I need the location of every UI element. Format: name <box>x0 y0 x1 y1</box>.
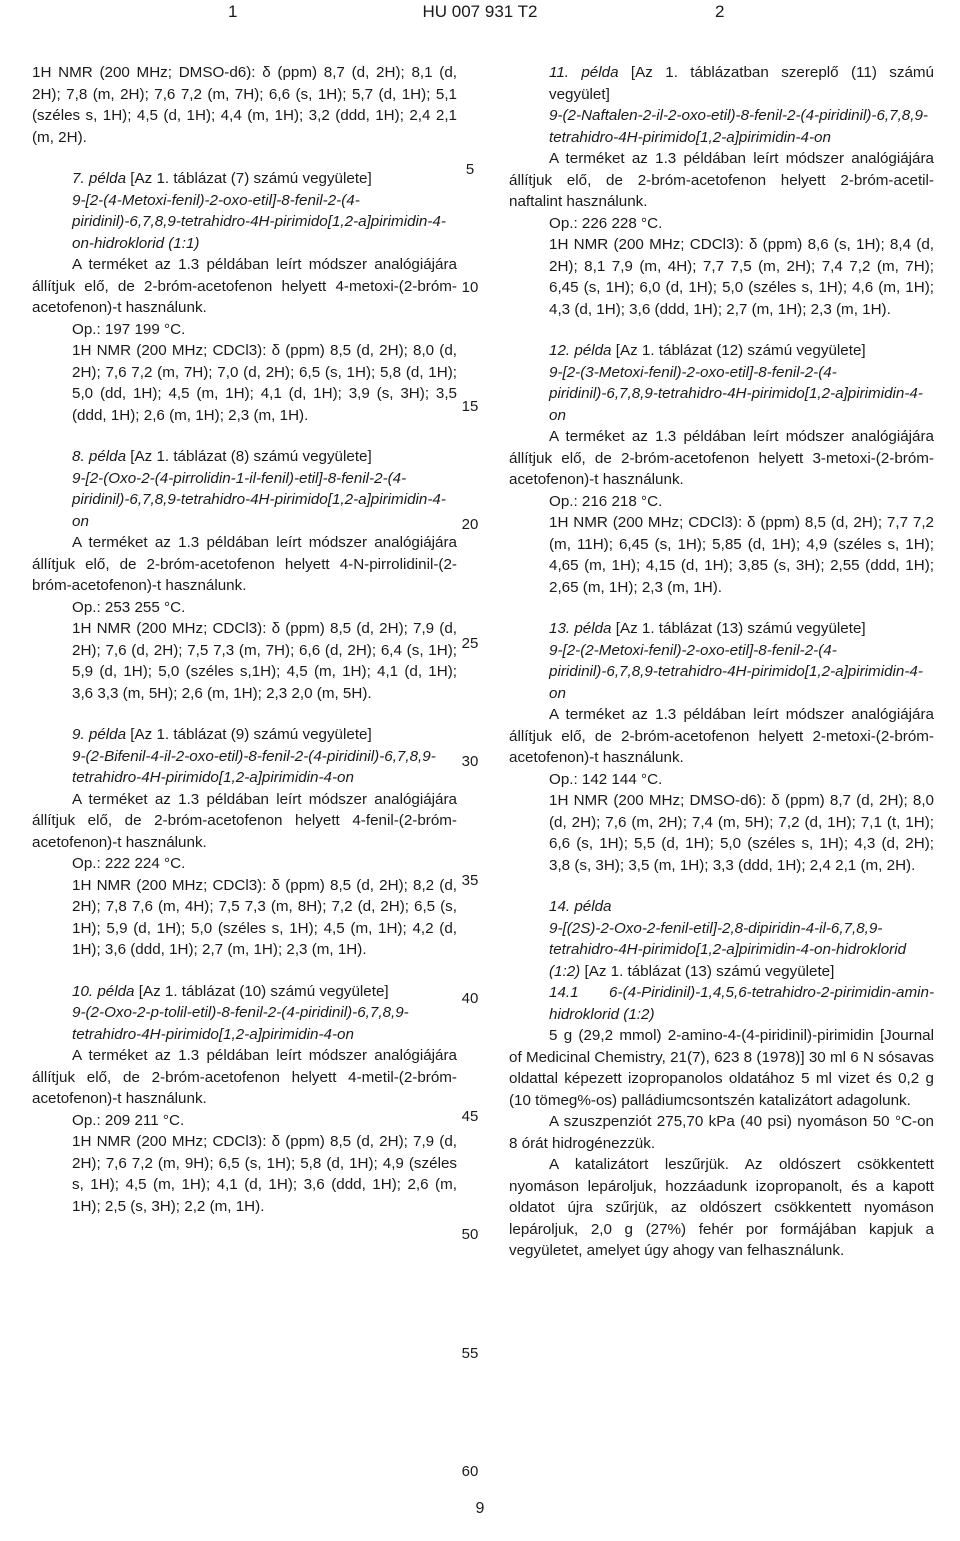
compound-name: 9-(2-Naftalen-2-il-2-oxo-etil)-8-fenil-2-(4-piridinil)-6,7,8,9-tetrahidro-4H-pirimido[1,2-a]pirimidin-4-on <box>549 107 928 146</box>
compound-name: 9-[2-(2-Metoxi-fenil)-2-oxo-etil]-8-fenil-2-(4-piridinil)-6,7,8,9-tetrahidro-4H-pirimido[1,2-a]pirimidin-4-on <box>549 641 923 702</box>
line-number: 60 <box>461 1463 479 1480</box>
sub-example-title: 14.1 6-(4-Piridinil)-1,4,5,6-tetrahidro-2-pirimidin-amin-hidroklorid (1:2) <box>549 984 934 1023</box>
compound-name: 9-(2-Oxo-2-p-tolil-etil)-8-fenil-2-(4-piridinil)-6,7,8,9-tetrahidro-4H-pirimido[1,2-a]pirimidin-4-on <box>72 1004 409 1043</box>
example-number: 12. példa <box>549 342 612 359</box>
example-8 <box>32 446 457 704</box>
method-paragraph: A terméket az 1.3 példában leírt módszer analógiájára állítjuk elő, de 2-bróm-acetofenon helyett 2-metoxi-(2-bróm-acetofenon)-t használunk. <box>509 706 934 766</box>
line-number: 25 <box>461 635 479 652</box>
example-reference: [Az 1. táblázat (10) számú vegyülete] <box>138 982 389 1000</box>
example-12 <box>509 340 934 598</box>
example-11 <box>509 62 934 320</box>
melting-point: Op.: 142 144 °C. <box>549 770 663 788</box>
nmr-data: 1H NMR (200 MHz; CDCl3): δ (ppm) 8,5 (d, 2H); 7,7 7,2 (m, 11H); 6,45 (s, 1H); 5,85 (d, 1H); 4,9 (széles s, 1H); 4,65 (m, 1H); 4,15 (d, 1H); 3,85 (s, 3H); 2,55 (ddd, 1H); 2,65 (m, 1H); 2,3 (m, 1H). <box>549 514 934 596</box>
compound-name: 9-[2-(3-Metoxi-fenil)-2-oxo-etil]-8-fenil-2-(4-piridinil)-6,7,8,9-tetrahidro-4H-pirimido[1,2-a]pirimidin-4-on <box>549 363 923 424</box>
line-number: 45 <box>461 1108 479 1125</box>
example-13 <box>509 618 934 876</box>
procedure-paragraph: A katalizátort leszűrjük. Az oldószert csökkentett nyomáson lepároljuk, hozzáadunk izopropanolt, és a kapott oldatot újra szűrjük, az oldószert csökkentett nyomáson lepároljuk, 2,0 g (27%) fehér por formájában kapjuk a vegyületet, amelyet úgy ahogy van felhasználunk. <box>509 1156 934 1259</box>
example-reference: [Az 1. táblázatban szereplő (11) számú vegyület] <box>549 64 934 103</box>
header-doc-number: HU 007 931 T2 <box>422 2 538 21</box>
method-paragraph: A terméket az 1.3 példában leírt módszer analógiájára állítjuk elő, de 2-bróm-acetofenon helyett 4-N-pirrolidinil-(2-bróm-acetofenon)-t használunk. <box>32 534 457 594</box>
example-number: 7. példa <box>72 170 127 187</box>
nmr-data: 1H NMR (200 MHz; CDCl3): δ (ppm) 8,5 (d, 2H); 8,2 (d, 2H); 7,8 7,6 (m, 4H); 7,5 7,3 (m, 8H); 7,2 (d, 2H); 6,5 (s, 1H); 5,9 (d, 1H); 5,0 (széles s, 1H); 4,5 (m, 1H); 4,2 (d, 1H); 3,6 (ddd, 1H); 2,7 (m, 1H); 2,3 (m, 1H). <box>72 876 457 958</box>
line-number: 20 <box>461 516 479 533</box>
method-paragraph: A terméket az 1.3 példában leírt módszer analógiájára állítjuk elő, de 2-bróm-acetofenon helyett 4-metoxi-(2-bróm-acetofenon)-t használunk. <box>32 256 457 316</box>
method-paragraph: A terméket az 1.3 példában leírt módszer analógiájára állítjuk elő, de 2-bróm-acetofenon helyett 3-metoxi-(2-bróm-acetofenon)-t használunk. <box>509 428 934 488</box>
compound-name: 9-[2-(4-Metoxi-fenil)-2-oxo-etil]-8-fenil-2-(4-piridinil)-6,7,8,9-tetrahidro-4H-pirimido[1,2-a]pirimidin-4-on-hidroklorid (1:1) <box>72 191 446 252</box>
example-number: 10. példa <box>72 982 135 1000</box>
method-paragraph: A terméket az 1.3 példában leírt módszer analógiájára állítjuk elő, de 2-bróm-acetofenon helyett 4-fenil-(2-bróm-acetofenon)-t használunk. <box>32 790 457 851</box>
line-number: 40 <box>461 990 479 1007</box>
nmr-data: 1H NMR (200 MHz; CDCl3): δ (ppm) 8,6 (s, 1H); 8,4 (d, 2H); 8,1 7,9 (m, 4H); 7,7 7,5 (m, 2H); 7,4 7,2 (m, 7H); 6,45 (s, 1H); 6,0 (d, 1H); 5,0 (széles s, 1H); 4,6 (m, 1H); 4,3 (d, 1H); 3,6 (ddd, 1H); 2,7 (m, 1H); 2,3 (m, 1H). <box>549 236 934 318</box>
header-page-left: 1 <box>228 2 238 21</box>
example-number: 11. példa <box>549 64 619 81</box>
melting-point: Op.: 226 228 °C. <box>549 214 663 232</box>
procedure-paragraph: A szuszpenziót 275,70 kPa (40 psi) nyomáson 50 °C-on 8 órát hidrogénezzük. <box>509 1113 934 1152</box>
nmr-data: 1H NMR (200 MHz; CDCl3): δ (ppm) 8,5 (d, 2H); 8,0 (d, 2H); 7,6 7,2 (m, 7H); 7,0 (d, 2H); 6,5 (s, 1H); 5,8 (d, 1H); 5,0 (dd, 1H); 4,5 (m, 1H); 4,1 (d, 1H); 3,9 (s, 3H); 3,5 (ddd, 1H); 2,6 (m, 1H); 2,3 (m, 1H). <box>72 342 457 424</box>
line-number: 15 <box>461 398 479 415</box>
melting-point: Op.: 216 218 °C. <box>549 492 663 510</box>
method-paragraph: A terméket az 1.3 példában leírt módszer analógiájára állítjuk elő, de 2-bróm-acetofenon helyett 2-bróm-acetil-naftalint használunk. <box>509 150 934 210</box>
line-number: 50 <box>461 1226 479 1243</box>
right-column <box>509 62 934 1262</box>
example-number: 13. példa <box>549 620 612 637</box>
example-10 <box>32 981 457 1218</box>
nmr-data: 1H NMR (200 MHz; CDCl3): δ (ppm) 8,5 (d, 2H); 7,9 (d, 2H); 7,6 7,2 (m, 9H); 6,5 (s, 1H); 5,8 (d, 1H); 4,9 (széles s, 1H); 4,5 (m, 1H); 4,1 (d, 1H); 3,6 (ddd, 1H); 2,6 (m, 1H); 2,5 (s, 3H); 2,2 (m, 1H). <box>72 1133 457 1215</box>
example-number: 9. példa <box>72 726 127 743</box>
melting-point: Op.: 197 199 °C. <box>72 320 186 338</box>
nmr-data: 1H NMR (200 MHz; DMSO-d6): δ (ppm) 8,7 (d, 2H); 8,0 (d, 2H); 7,6 (m, 2H); 7,4 (m, 5H); 7,2 (d, 1H); 7,1 (t, 1H); 6,6 (s, 1H); 5,5 (d, 1H); 5,0 (széles s, 1H); 4,3 (d, 2H); 3,8 (s, 3H); 3,5 (m, 1H); 3,3 (ddd, 1H); 2,4 2,1 (m, 2H). <box>549 792 934 874</box>
example-9 <box>32 724 457 961</box>
example-reference: [Az 1. táblázat (13) számú vegyülete] <box>584 962 835 980</box>
compound-name: 9-(2-Bifenil-4-il-2-oxo-etil)-8-fenil-2-(4-piridinil)-6,7,8,9-tetrahidro-4H-pirimido[1,2-a]pirimidin-4-on <box>72 747 436 786</box>
line-number: 10 <box>461 279 479 296</box>
line-number: 30 <box>461 753 479 770</box>
example-reference: [Az 1. táblázat (7) számú vegyülete] <box>130 170 372 187</box>
line-number: 55 <box>461 1345 479 1362</box>
example-reference: [Az 1. táblázat (13) számú vegyülete] <box>615 620 866 637</box>
example-reference: [Az 1. táblázat (12) számú vegyülete] <box>615 342 866 359</box>
page-number: 9 <box>475 1500 485 1517</box>
compound-name: 9-[(2S)-2-Oxo-2-fenil-etil]-2,8-dipiridin-4-il-6,7,8,9-tetrahidro-4H-pirimido[1,2-a]pirimidin-4-on-hidroklorid (1:2) <box>549 919 907 980</box>
left-column <box>32 62 457 1217</box>
example-reference: [Az 1. táblázat (8) számú vegyülete] <box>130 448 372 465</box>
example-number: 14. példa <box>549 898 612 915</box>
example-reference: [Az 1. táblázat (9) számú vegyülete] <box>130 726 372 743</box>
melting-point: Op.: 222 224 °C. <box>72 855 186 872</box>
header-page-right: 2 <box>715 2 725 21</box>
method-paragraph: A terméket az 1.3 példában leírt módszer analógiájára állítjuk elő, de 2-bróm-acetofenon helyett 4-metil-(2-bróm-acetofenon)-t használunk. <box>32 1047 457 1107</box>
melting-point: Op.: 253 255 °C. <box>72 598 186 616</box>
line-number: 35 <box>461 872 479 889</box>
procedure-paragraph: 5 g (29,2 mmol) 2-amino-4-(4-piridinil)-pirimidin [Journal of Medicinal Chemistry, 21(7), 623 8 (1978)] 30 ml 6 N sósavas oldattal képezett izopropanolos oldatához 5 ml vizet és 0,2 g (10 tömeg%-os) palládiumcsontszén katalizátort adagolunk. <box>509 1027 934 1109</box>
line-number: 5 <box>465 161 475 178</box>
example-14 <box>509 896 934 1262</box>
nmr-data: 1H NMR (200 MHz; CDCl3): δ (ppm) 8,5 (d, 2H); 7,9 (d, 2H); 7,6 (d, 2H); 7,5 7,3 (m, 7H); 6,6 (d, 2H); 6,4 (s, 1H); 5,9 (d, 1H); 5,0 (széles s,1H); 4,5 (m, 1H); 4,1 (d, 1H); 3,6 3,3 (m, 5H); 2,6 (m, 1H); 2,3 2,0 (m, 5H). <box>72 620 457 702</box>
compound-name: 9-[2-(Oxo-2-(4-pirrolidin-1-il-fenil)-etil]-8-fenil-2-(4-piridinil)-6,7,8,9-tetrahidro-4H-pirimido[1,2-a]pirimidin-4-on <box>72 469 446 530</box>
nmr-continuation: 1H NMR (200 MHz; DMSO-d6): δ (ppm) 8,7 (d, 2H); 8,1 (d, 2H); 7,8 (m, 2H); 7,6 7,2 (m, 7H); 6,6 (s, 1H); 5,7 (d, 1H); 5,1 (széles s, 1H); 4,5 (d, 1H); 4,4 (m, 1H); 3,2 (ddd, 1H); 2,4 2,1 (m, 2H). <box>32 64 457 146</box>
example-number: 8. példa <box>72 448 127 465</box>
melting-point: Op.: 209 211 °C. <box>72 1111 185 1129</box>
example-7 <box>32 168 457 426</box>
